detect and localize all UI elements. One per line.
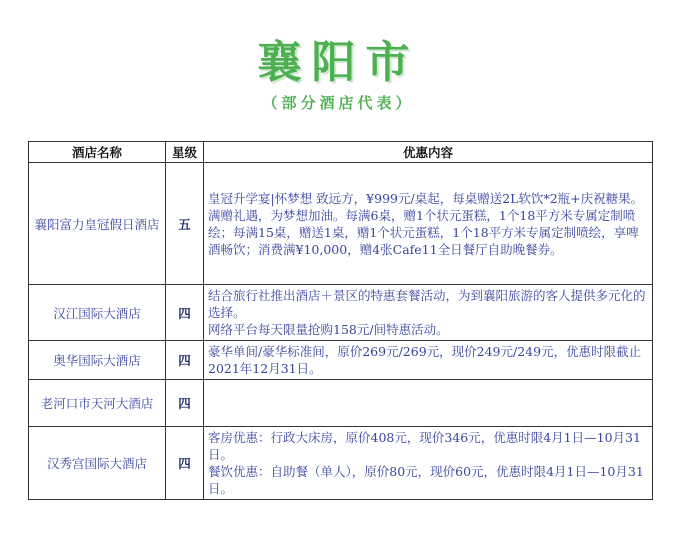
star-rating: 四 (166, 341, 204, 380)
promo-line: 皇冠升学宴|怀梦想 致远方，¥999元/桌起，每桌赠送2L软饮*2瓶+庆祝糖果。 (208, 190, 644, 206)
hotel-name: 汉江国际大酒店 (29, 285, 166, 341)
hotel-table (28, 141, 653, 500)
hotel-name: 奥华国际大酒店 (29, 341, 166, 380)
table-row (29, 285, 653, 341)
promo-content (204, 285, 653, 341)
page-title: 襄阳市 (257, 37, 420, 88)
promo-line: 客房优惠：行政大床房，原价408元，现价346元，优惠时限4月1日—10月31日。 (208, 430, 641, 462)
promo-content (204, 163, 653, 285)
page-subtitle: （部分酒店代表） (262, 94, 415, 112)
hotel-name: 老河口市天河大酒店 (29, 380, 166, 427)
table-header-row (29, 142, 653, 163)
promo-line: 满赠礼遇，为梦想加油。每满6桌，赠1个状元蛋糕，1个18平方米专属定制喷绘；每满15桌，赠送1桌，赠1个状元蛋糕，1个18平方米专属定制喷绘，享啤酒畅饮；消费满¥10,000，赠4张Cafe11全日餐厅自助晚餐券。 (208, 207, 639, 257)
table-row (29, 427, 653, 500)
star-rating: 四 (166, 427, 204, 500)
promo-line: 餐饮优惠：自助餐（单人），原价80元，现价60元，优惠时限4月1日—10月31日。 (208, 464, 644, 496)
column-header-promo: 优惠内容 (204, 142, 653, 163)
column-header-star: 星级 (166, 142, 204, 163)
promo-line: 结合旅行社推出酒店＋景区的特惠套餐活动，为到襄阳旅游的客人提供多元化的选择。 (208, 288, 646, 320)
promo-content (204, 427, 653, 500)
table-row (29, 380, 653, 427)
star-rating: 四 (166, 380, 204, 427)
star-rating: 四 (166, 285, 204, 341)
promo-content (204, 380, 653, 427)
promo-line: 豪华单间/豪华标准间，原价269元/269元，现价249元/249元，优惠时限截止2021年12月31日。 (208, 344, 642, 376)
star-rating: 五 (166, 163, 204, 285)
promo-content (204, 341, 653, 380)
hotel-name: 汉秀宫国际大酒店 (29, 427, 166, 500)
table-row (29, 163, 653, 285)
promo-line: 网络平台每天限量抢购158元/间特惠活动。 (208, 322, 449, 337)
hotel-name: 襄阳富力皇冠假日酒店 (29, 163, 166, 285)
column-header-name: 酒店名称 (29, 142, 166, 163)
table-row (29, 341, 653, 380)
